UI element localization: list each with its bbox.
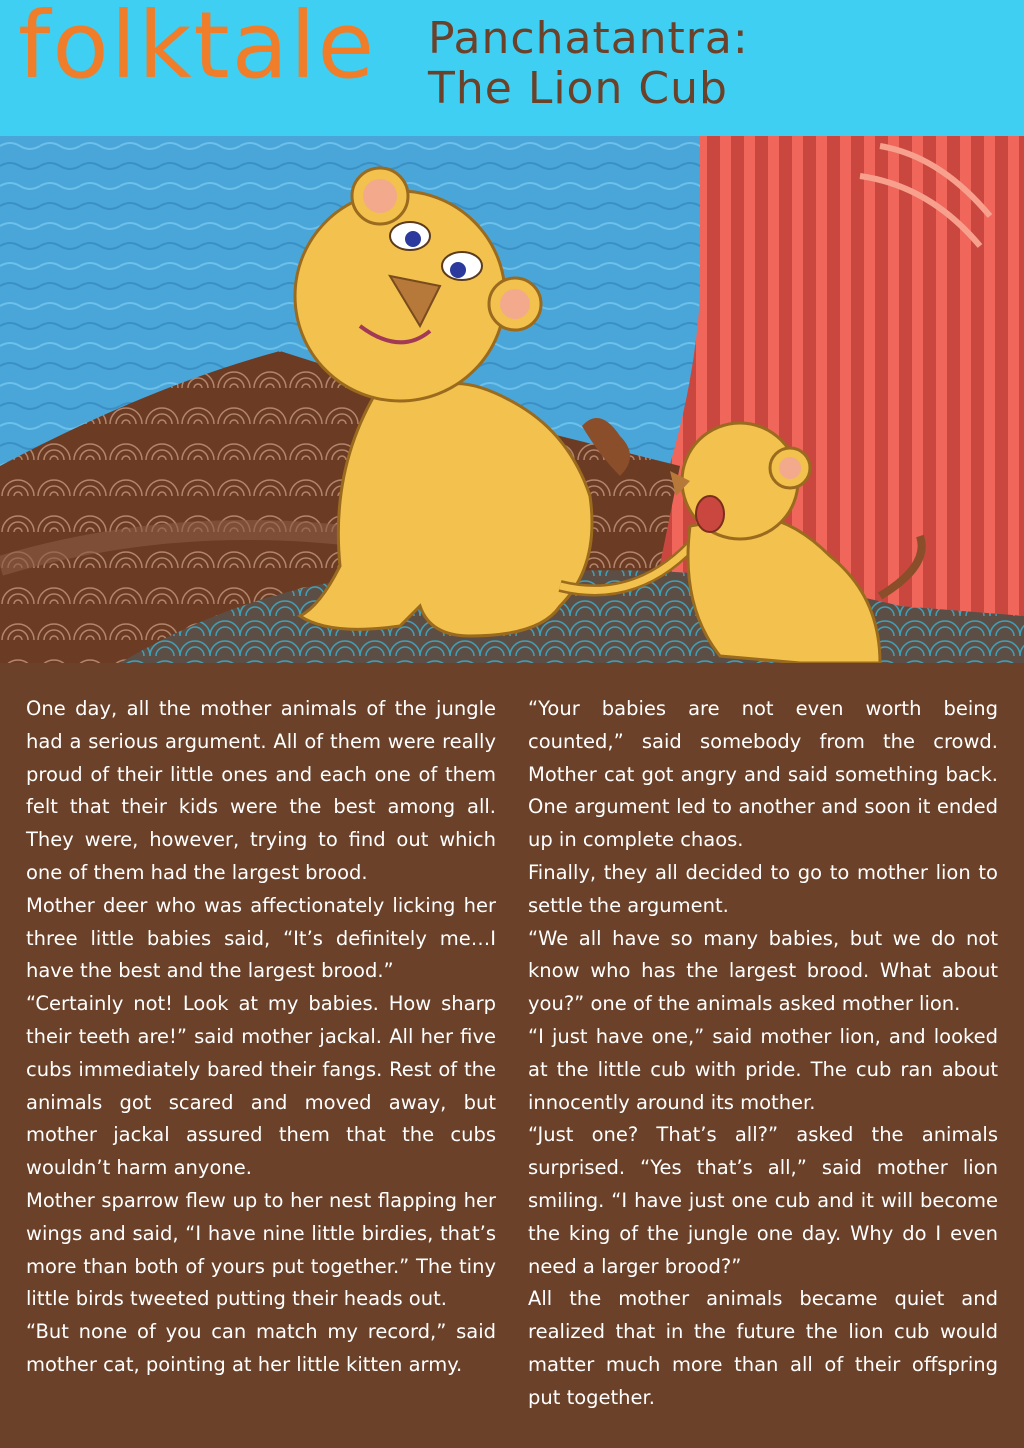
folktale-brand: folktale bbox=[18, 0, 377, 99]
story-paragraph: All the mother animals became quiet and realized that in the future the lion cub would matter much more than all of their offspring put together. bbox=[528, 1287, 998, 1409]
story-paragraph: “I just have one,” said mother lion, and looked at the little cub with pride. The cub ran about innocently around its mother. bbox=[528, 1024, 998, 1114]
story-paragraph: “Certainly not! Look at my babies. How sharp their teeth are!” said mother jackal. All her five cubs immediately bared their fangs. Rest of the animals got scared and moved away, but mother jackal assured them that the cubs wouldn’t harm anyone. bbox=[26, 992, 496, 1180]
story-paragraph: Mother deer who was affectionately licking her three little babies said, “It’s definitely me…I have the best and the largest brood.” bbox=[26, 893, 496, 983]
story-paragraph: “We all have so many babies, but we do not know who has the largest brood. What about you?” one of the animals asked mother lion. bbox=[528, 926, 998, 1016]
story-title bbox=[428, 14, 749, 114]
story-column-right bbox=[528, 693, 998, 1415]
story-paragraph: Finally, they all decided to go to mother lion to settle the argument. bbox=[528, 860, 998, 917]
story-paragraph: One day, all the mother animals of the jungle had a serious argument. All of them were really proud of their little ones and each one of them felt that their kids were the best among all. They were, however, trying to find out which one of them had the largest brood. bbox=[26, 697, 496, 884]
title-line-1: Panchatantra: bbox=[428, 13, 749, 64]
story-paragraph: “But none of you can match my record,” said mother cat, pointing at her little kitten army. bbox=[26, 1320, 496, 1376]
story-paragraph: Mother sparrow flew up to her nest flapping her wings and said, “I have nine little birdies, that’s more than both of yours put together.” The tiny little birds tweeted putting their heads out. bbox=[26, 1188, 496, 1311]
title-line-2: The Lion Cub bbox=[428, 63, 728, 114]
story-paragraph: “Just one? That’s all?” asked the animals surprised. “Yes that’s all,” said mother lion smiling. “I have just one cub and it will become the king of the jungle one day. Why do I even need a larger brood?” bbox=[528, 1123, 998, 1278]
header-banner bbox=[0, 0, 1024, 136]
story-illustration bbox=[0, 136, 1024, 663]
story-paragraph: “Your babies are not even worth being counted,” said somebody from the crowd. Mother cat got angry and said something back. One argument led to another and soon it ended up in complete chaos. bbox=[528, 697, 998, 852]
story-panel bbox=[0, 663, 1024, 1448]
story-column-left bbox=[26, 693, 496, 1382]
